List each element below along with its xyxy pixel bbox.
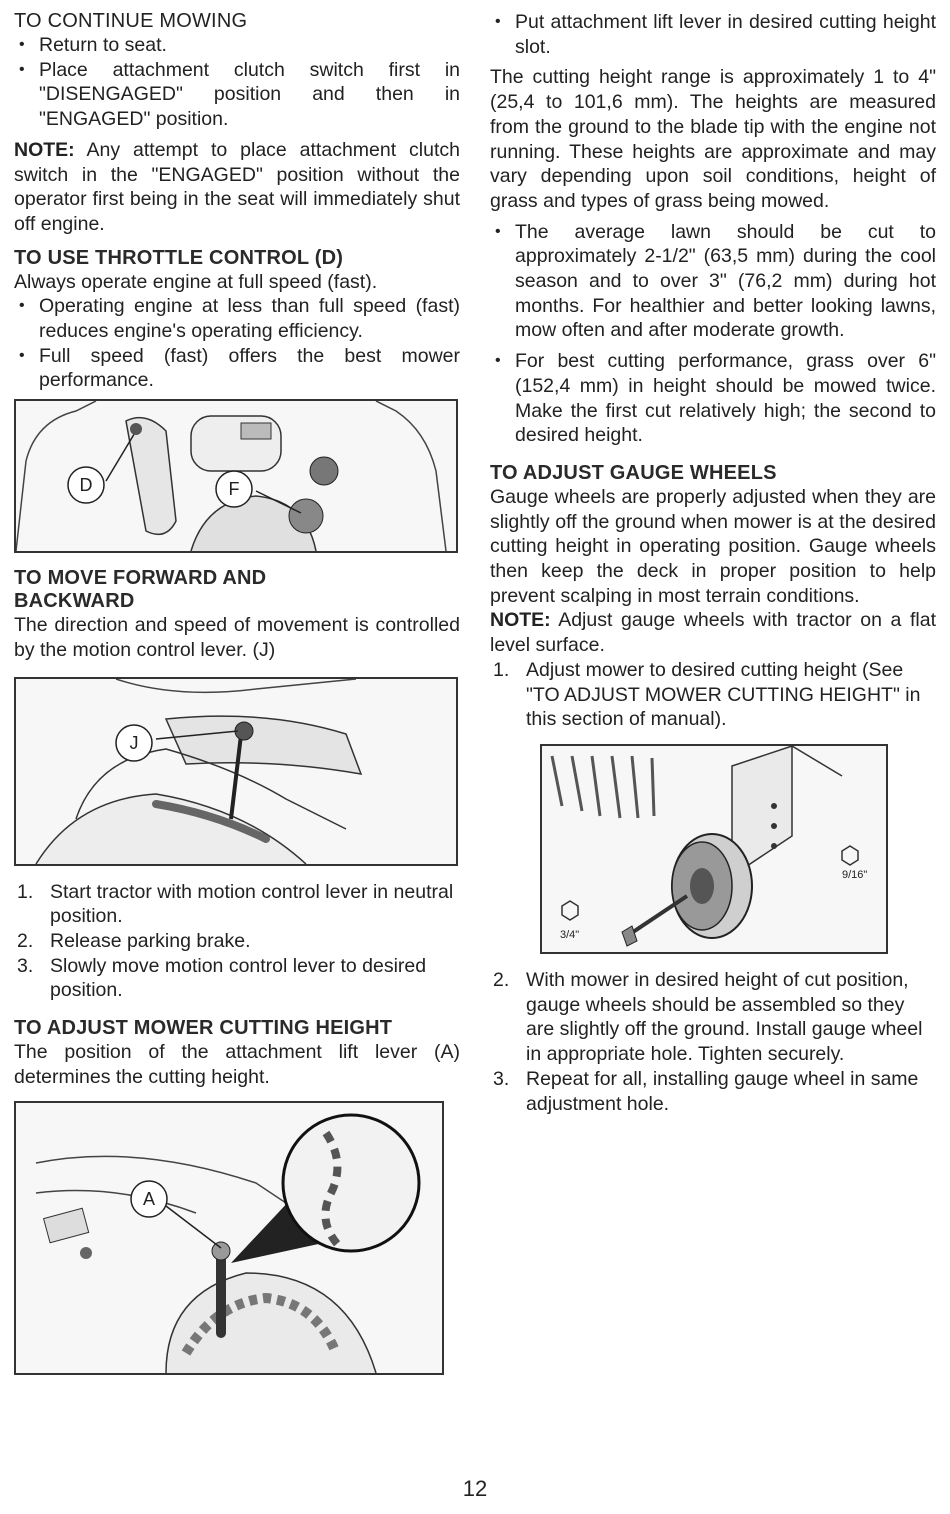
page-number: 12 [462, 1476, 488, 1501]
step-number: 3. [17, 954, 34, 977]
step-number: 2. [493, 968, 510, 991]
figure-gauge-wheel [540, 744, 888, 954]
list-item [490, 658, 936, 732]
list-item: • For best cutting performance, grass over 6" (152,4 mm) in height should be mowed twice. Make the first cut relatively high; the second to desired height. [490, 349, 936, 448]
note-text: Any attempt to place attachment clutch switch in the "ENGAGED" position without the operator first being in the seat will immediately shut off engine. [14, 138, 460, 235]
list-item: • Operating engine at less than full speed (fast) reduces engine's operating efficiency. [14, 294, 460, 343]
motion-control-illustration [16, 679, 456, 864]
lawn-bullets [490, 220, 936, 448]
gauge-wheel-illustration [542, 746, 886, 952]
list-item [14, 954, 460, 1003]
step-text: Adjust mower to desired cutting height (See "TO ADJUST MOWER CUTTING HEIGHT" in this section of manual). [526, 658, 921, 731]
list-item: • Put attachment lift lever in desired cutting height slot. [490, 10, 936, 59]
heading-forward-backward [14, 567, 460, 613]
note-text: Adjust gauge wheels with tractor on a flat level surface. [490, 609, 936, 657]
list-item [14, 880, 460, 929]
step-number: 1. [493, 658, 510, 681]
throttle-bullets [14, 294, 460, 393]
list-item: • Full speed (fast) offers the best mower performance. [14, 344, 460, 393]
gauge-step-1 [490, 658, 936, 732]
list-item: • Return to seat. [14, 33, 460, 58]
forward-backward-steps [14, 880, 460, 1004]
note-continue-mowing [14, 138, 460, 237]
step-number: 1. [17, 880, 34, 903]
callout-j: J [129, 732, 139, 753]
forward-backward-text: The direction and speed of movement is controlled by the motion control lever. (J) [14, 614, 460, 661]
heading-line: TO MOVE FORWARD AND [14, 567, 267, 590]
step-number: 3. [493, 1067, 510, 1090]
figure-lift-lever [14, 1101, 444, 1375]
step-text: With mower in desired height of cut position, gauge wheels should be assembled so they are slightly off the ground. Install gauge wheel in appropriate hole. Tighten securely. [526, 968, 923, 1066]
step-text: Start tractor with motion control lever in neutral position. [50, 880, 454, 928]
list-item [14, 929, 460, 954]
note-label: NOTE: [490, 609, 551, 632]
wrench-size-label: 9/16" [842, 868, 868, 881]
list-item: • The average lawn should be cut to approximately 2-1/2" (63,5 mm) during the cool season and to over 3" (76,2 mm) during hot months. For healthier and better looking lawns, mow often and after moderate growth. [490, 220, 936, 344]
heading-throttle: TO USE THROTTLE CONTROL (D) [14, 246, 344, 269]
cutting-range-text: The cutting height range is approximately 1 to 4" (25,4 to 101,6 mm). The heights are measured from the ground to the blade tip with the engine not running. These heights are approximate and may vary depending upon soil conditions, height of grass and types of grass being mowed. [490, 66, 936, 212]
step-text: Slowly move motion control lever to desired position. [50, 954, 427, 1002]
note-gauge [490, 608, 936, 657]
callout-d: D [79, 475, 93, 496]
wrench-size-label: 3/4" [560, 928, 580, 941]
list-item: • Place attachment clutch switch first in "DISENGAGED" position and then in "ENGAGED" position. [14, 58, 460, 132]
step-number: 2. [17, 929, 34, 952]
continue-mowing-bullets [14, 33, 460, 132]
heading-continue-mowing: TO CONTINUE MOWING [14, 10, 248, 32]
gauge-text: Gauge wheels are properly adjusted when they are slightly off the ground when mower is at the desired cutting height in operating position. Gauge wheels then keep the deck in proper position to help prevent scalping in most terrain conditions. [490, 485, 936, 607]
heading-gauge-wheels: TO ADJUST GAUGE WHEELS [490, 461, 777, 484]
step-text: Repeat for all, installing gauge wheel in same adjustment hole. [526, 1067, 919, 1115]
throttle-illustration [16, 401, 456, 551]
list-item [490, 968, 936, 1067]
callout-a: A [142, 1189, 156, 1210]
figure-throttle-control [14, 399, 458, 553]
figure-motion-control [14, 677, 458, 866]
throttle-intro: Always operate engine at full speed (fast). [14, 270, 378, 293]
list-item [490, 1067, 936, 1116]
note-label: NOTE: [14, 138, 75, 161]
lift-lever-bullet [490, 10, 936, 59]
cutting-height-text: The position of the attachment lift lever (A) determines the cutting height. [14, 1041, 460, 1088]
step-text: Release parking brake. [50, 929, 251, 952]
lift-lever-illustration [16, 1103, 442, 1373]
left-column [14, 10, 460, 1375]
right-column [490, 10, 936, 1116]
heading-cutting-height: TO ADJUST MOWER CUTTING HEIGHT [14, 1017, 393, 1040]
gauge-steps [490, 968, 936, 1116]
heading-line: BACKWARD [14, 590, 135, 613]
callout-f: F [228, 479, 240, 500]
